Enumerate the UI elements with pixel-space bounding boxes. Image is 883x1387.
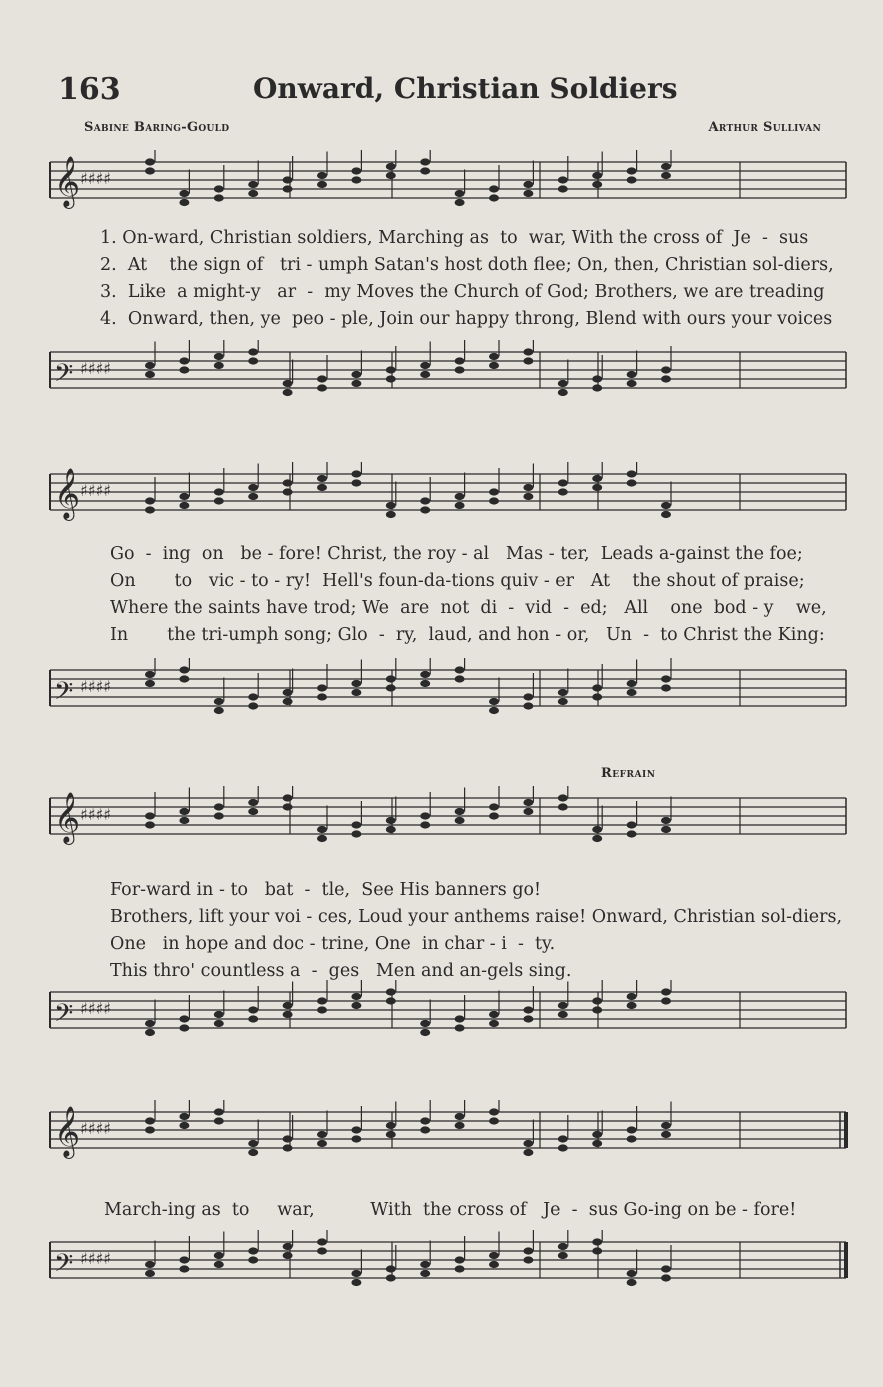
bass-staff-system-1 — [0, 340, 883, 420]
lyric-line: This thro' countless a - ges Men and an-gels sing. — [110, 961, 572, 981]
hymn-number: 163 — [58, 72, 121, 107]
svg-text:♯♯♯♯: ♯♯♯♯ — [80, 1119, 111, 1138]
treble-staff-system-4 — [0, 1100, 883, 1190]
treble-staff-system-3 — [0, 786, 883, 876]
svg-text:♯♯♯♯: ♯♯♯♯ — [80, 805, 111, 824]
svg-text:𝄢: 𝄢 — [54, 359, 74, 394]
lyric-line: 1. On-ward, Christian soldiers, Marching as to war, With the cross of Je - sus — [100, 228, 809, 248]
lyric-line: In the tri-umph song; Glo - ry, laud, and hon - or, Un - to Christ the King: — [110, 625, 825, 645]
svg-text:♯♯♯♯: ♯♯♯♯ — [80, 677, 111, 696]
svg-text:𝄢: 𝄢 — [54, 999, 74, 1034]
svg-text:♯♯♯♯: ♯♯♯♯ — [80, 359, 111, 378]
svg-text:𝄞: 𝄞 — [54, 1106, 81, 1157]
lyric-line: 2. At the sign of tri - umph Satan's host doth flee; On, then, Christian sol-diers, — [100, 255, 834, 275]
svg-text:𝄢: 𝄢 — [54, 677, 74, 712]
lyric-line: 4. Onward, then, ye peo - ple, Join our happy throng, Blend with ours your voices — [100, 309, 833, 329]
lyric-line: For-ward in - to bat - tle, See His banners go! — [110, 880, 542, 900]
svg-text:♯♯♯♯: ♯♯♯♯ — [80, 481, 111, 500]
treble-staff-system-2 — [0, 462, 883, 532]
svg-text:𝄞: 𝄞 — [54, 156, 81, 207]
lyric-line: March-ing as to war, With the cross of Je - sus Go-ing on be - fore! — [104, 1200, 797, 1220]
lyric-line: Go - ing on be - fore! Christ, the roy - al Mas - ter, Leads a-gainst the foe; — [110, 544, 803, 564]
svg-text:♯♯♯♯: ♯♯♯♯ — [80, 169, 111, 188]
svg-text:𝄞: 𝄞 — [54, 468, 81, 519]
refrain-label: Refrain — [601, 766, 656, 781]
hymn-title: Onward, Christian Soldiers — [253, 72, 678, 105]
lyric-line: 3. Like a might-y ar - my Moves the Church of God; Brothers, we are treading — [100, 282, 825, 302]
treble-staff-system-1 — [0, 150, 883, 220]
bass-staff-system-2 — [0, 658, 883, 728]
svg-text:♯♯♯♯: ♯♯♯♯ — [80, 1249, 111, 1268]
composer-credit: Arthur Sullivan — [708, 120, 821, 135]
svg-text:𝄞: 𝄞 — [54, 792, 81, 843]
lyric-line: Where the saints have trod; We are not di - vid - ed; All one bod - y we, — [110, 598, 827, 618]
bass-staff-system-3 — [0, 980, 883, 1070]
lyric-line: On to vic - to - ry! Hell's foun-da-tions quiv - er At the shout of praise; — [110, 571, 805, 591]
svg-text:𝄢: 𝄢 — [54, 1249, 74, 1284]
bass-staff-system-4 — [0, 1230, 883, 1340]
author-credit: Sabine Baring-Gould — [84, 120, 230, 135]
lyric-line: One in hope and doc - trine, One in char - i - ty. — [110, 934, 556, 954]
svg-text:♯♯♯♯: ♯♯♯♯ — [80, 999, 111, 1018]
lyric-line: Brothers, lift your voi - ces, Loud your anthems raise! Onward, Christian sol-diers, — [110, 907, 843, 927]
